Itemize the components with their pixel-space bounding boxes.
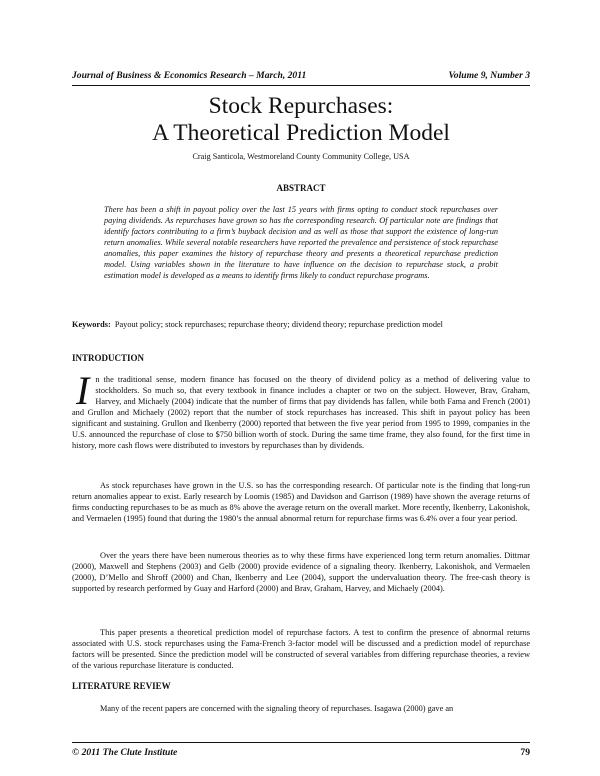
keywords-label: Keywords: [72, 320, 111, 329]
literature-review-heading: LITERATURE REVIEW [72, 681, 171, 691]
abstract-heading: ABSTRACT [276, 183, 326, 193]
abstract-text: There has been a shift in payout policy over the last 15 years with firms opting to conduct stock repurchases over paying dividends. As repurchases have grown so has the corresponding research. Of particular note are findings that identify factors contributing to a firm’s buyback decision and as well as those that support the existence of long-run return anomalies. While several notable researchers have reported the prevalence and persistence of stock repurchase anomalies, this paper examines the history of repurchase theory and presents a theoretical repurchase prediction model. Using variables shown in the literature to have influence on the decision to repurchase stock, a probit estimation model is developed as a means to identify firms likely to conduct repurchase programs. [104, 205, 498, 280]
paper-page [72, 0, 530, 776]
footer-rule [72, 742, 530, 743]
intro-paragraph-4: This paper presents a theoretical prediction model of repurchase factors. A test to confirm the presence of abnormal returns associated with U.S. stock repurchases using the Fama-French 3-factor model will be discussed and a prediction model of repurchase factors will be presented. Since the prediction model will be constructed of several variables from differing repurchase theories, a review of the various repurchase literature is conducted. [72, 628, 530, 670]
running-header [72, 70, 530, 84]
intro-paragraph-1 [72, 368, 530, 451]
title-line-2: A Theoretical Prediction Model [152, 120, 450, 146]
drop-cap: I [76, 368, 90, 413]
page-number: 79 [520, 747, 530, 758]
literature-paragraph-1: Many of the recent papers are concerned with the signaling theory of repurchases. Isagawa (2000) gave an [100, 704, 454, 713]
author-affiliation: Craig Santicola, Westmoreland County Community College, USA [192, 152, 410, 161]
intro-paragraph-2: As stock repurchases have grown in the U.S. so has the corresponding research. Of particular note is the finding that long-run return anomalies appear to exist. Early research by Loomis (1985) and Davidson and Garrison (1989) have shown the average returns of firms conducting repurchases to be as much as 8% above the average return on the overall market. More recently, Ikenberry, Lakonishok, and Vermaelen (1995) found that during the 1980’s the annual abnormal return for repurchase firms was 6.4% over a four year period. [72, 481, 530, 523]
paper-title [72, 93, 530, 147]
intro-paragraph-3: Over the years there have been numerous theories as to why these firms have experienced long term return anomalies. Dittmar (2000), Maxwell and Stephens (2003) and Gelb (2000) provide evidence of a signaling theory. Ikenberry, Lakonishok, and Vermaelen (2000), D’Mello and Shroff (2000) and Chan, Ikenberry and Lee (2004), support the undervaluation theory. The free-cash theory is supported by research performed by Guay and Harford (2000) and Brav, Graham, Harvey, and Michaely (2004). [72, 551, 530, 593]
copyright-notice: © 2011 The Clute Institute [72, 747, 178, 758]
introduction-heading: INTRODUCTION [72, 353, 145, 363]
title-line-1: Stock Repurchases: [208, 93, 394, 119]
journal-name: Journal of Business & Economics Research – March, 2011 [72, 70, 307, 81]
intro-paragraph-1-text: n the traditional sense, modern finance has focused on the theory of dividend policy as a method of delivering value to stockholders. So much so, that every textbook in finance includes a chapter or two on the subject. However, Brav, Graham, Harvey, and Michaely (2004) indicate that the number of firms that pay dividends has fallen, while both Fama and French (2001) and Grullon and Michaely (2002) report that the number of stock repurchases has increased. This shift in payout policy has been significant and sustaining. Grullon and Ikenberry (2000) reported that between the five year period from 1995 to 1999, companies in the U.S. announced the repurchase of close to $750 billion worth of stock. During the same time frame, they also found, for the first time in history, more cash flows were distributed to investors by repurchases than by dividends. [72, 375, 530, 450]
header-rule [72, 85, 530, 86]
keywords [72, 320, 542, 329]
volume-number: Volume 9, Number 3 [448, 70, 530, 81]
keywords-text: Payout policy; stock repurchases; repurchase theory; dividend theory; repurchase prediction model [114, 320, 443, 329]
